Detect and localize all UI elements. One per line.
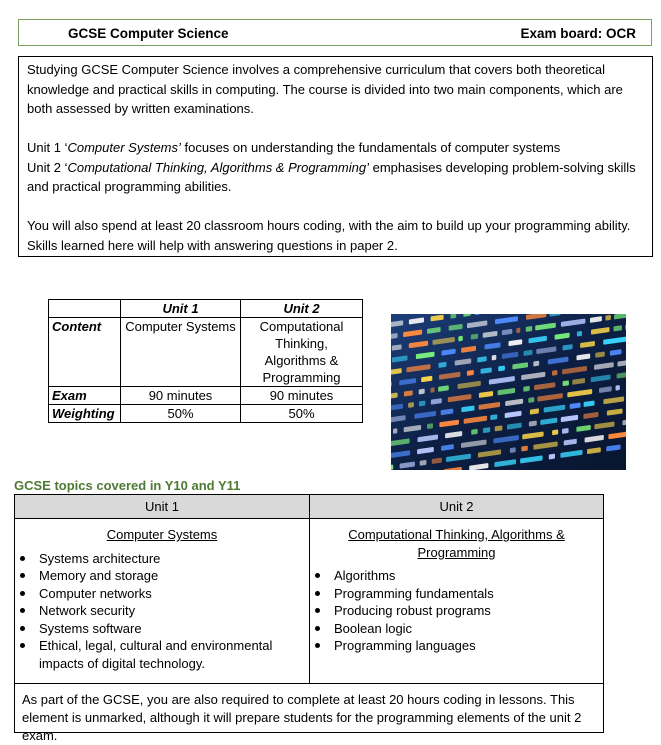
unit2-description [27,158,645,197]
list-item: Programming fundamentals [310,585,603,603]
table-header-unit1: Unit 1 [121,300,241,318]
row-label-content: Content [49,318,121,387]
coding-hours-paragraph: You will also spend at least 20 classroom hours coding, with the aim to build up your programming ability. Skills learned here will help with answering questions in paper 2. [27,218,631,253]
topics-heading: GCSE topics covered in Y10 and Y11 [14,478,241,493]
table-header-unit2: Unit 2 [241,300,363,318]
code-screen-photo [391,314,626,470]
unit2-column-header: Unit 2 [310,495,603,519]
summary-table [48,299,363,423]
list-item: Network security [15,602,309,620]
table-row [49,318,363,387]
unit2-prefix: Unit 2 ‘ [27,159,68,175]
list-item: Computer networks [15,585,309,603]
row-label-weighting: Weighting [49,405,121,423]
table-corner [49,300,121,318]
unit1-suffix: focuses on understanding the fundamentals of computer systems [180,140,561,155]
list-item: Memory and storage [15,567,309,585]
list-item: Algorithms [310,567,603,585]
code-screen-graphic [391,314,626,470]
unit2-suffix: emphasises developing problem-solving skills and practical programming abilities. [27,159,636,194]
page-title: GCSE Computer Science [68,26,229,41]
list-item: Ethical, legal, cultural and environmental impacts of digital technology. [15,637,309,672]
table-cell: 50% [241,405,363,423]
unit1-column-header: Unit 1 [15,495,310,519]
list-item: Boolean logic [310,620,603,638]
topics-table [14,494,604,743]
table-cell: Computational Thinking, Algorithms & Programming [241,318,363,387]
unit1-subhead: Computer Systems [106,527,218,542]
table-row [49,387,363,405]
intro-paragraph: Studying GCSE Computer Science involves a comprehensive curriculum that covers both theoretical knowledge and practical skills in computing. The course is divided into two main components, which are both assessed by written examinations. [27,62,623,116]
row-divider [15,683,603,684]
unit2-topics [310,519,603,655]
unit2-name: Computational Thinking, Algorithms & Programming’ [67,159,370,175]
unit1-name: Computer Systems’ [67,140,181,155]
table-cell: 90 minutes [241,387,363,405]
unit1-topic-list [15,550,309,673]
unit1-topics [15,519,309,672]
header-box [18,19,652,46]
list-item: Programming languages [310,637,603,655]
coding-requirement-note: As part of the GCSE, you are also required to complete at least 20 hours coding in lessons. This element is unmarked, although it will prepare students for the programming elements of the unit 2 exam. [22,692,582,743]
row-label-exam: Exam [49,387,121,405]
list-item: Producing robust programs [310,602,603,620]
unit2-subhead: Computational Thinking, Algorithms & Programming [348,527,565,560]
table-cell: Computer Systems [121,318,241,387]
table-cell: 90 minutes [121,387,241,405]
list-item: Systems software [15,620,309,638]
table-row [49,405,363,423]
list-item: Systems architecture [15,550,309,568]
table-cell: 50% [121,405,241,423]
intro-box [18,56,653,257]
exam-board-label: Exam board: OCR [520,26,636,41]
unit2-topic-list [310,567,603,655]
table-row [49,300,363,318]
unit1-prefix: Unit 1 ‘ [27,140,68,155]
unit1-description [27,138,645,158]
